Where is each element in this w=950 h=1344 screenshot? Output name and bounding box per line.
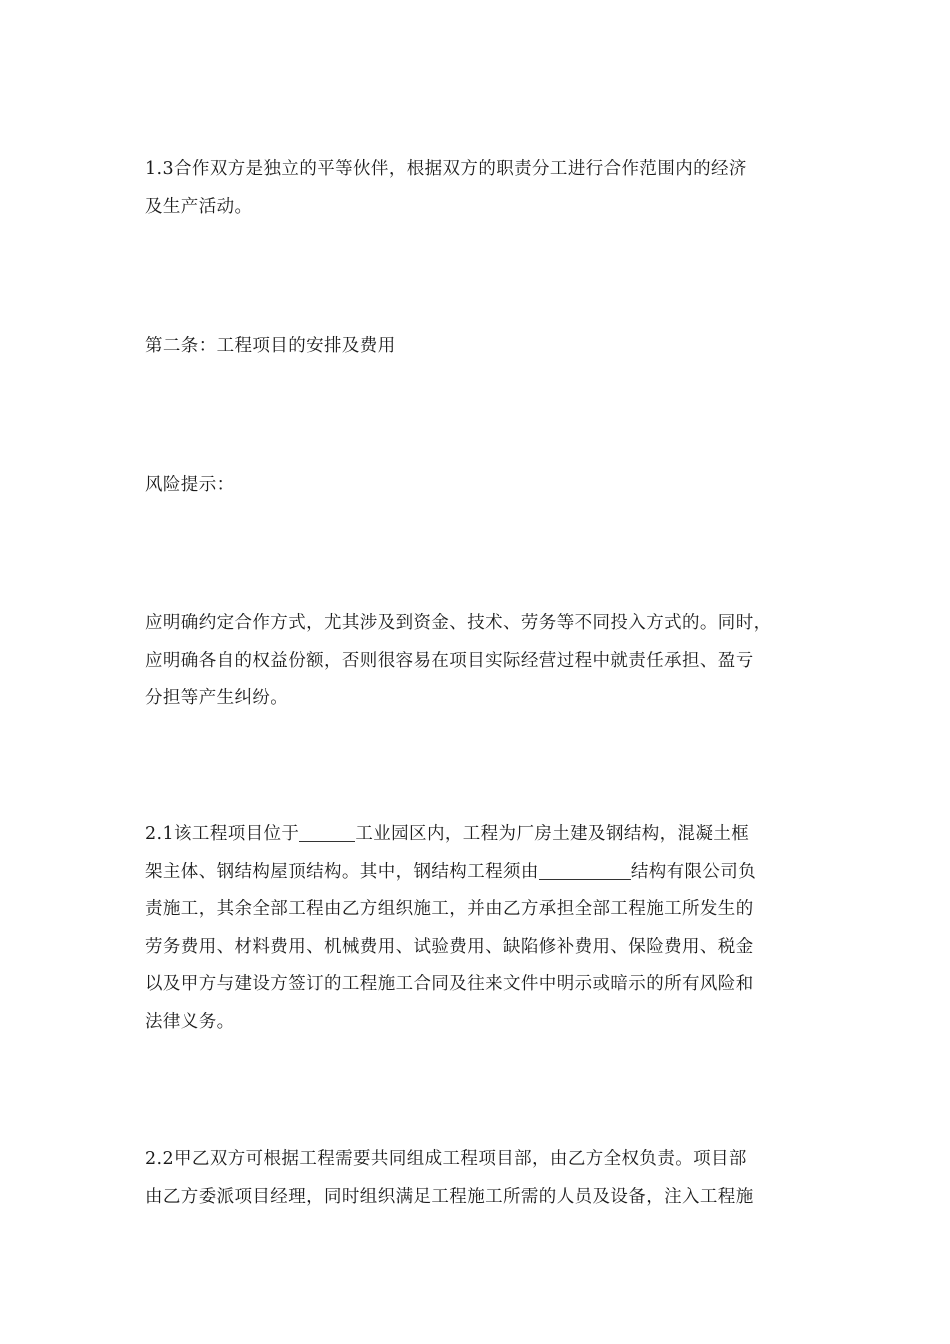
text-line: 2.2甲乙双方可根据工程需要共同组成工程项目部，由乙方全权负责。项目部 (145, 1149, 747, 1169)
text-line (145, 816, 815, 854)
text-line: 分担等产生纠纷。 (145, 688, 289, 708)
text-segment: 工业园区内，工程为厂房土建及钢结构，混凝土框 (355, 824, 750, 844)
text-line: 法律义务。 (145, 1011, 235, 1032)
text-line: 及生产活动。 (145, 196, 253, 217)
text-line: 由乙方委派项目经理，同时组织满足工程施工所需的人员及设备，注入工程施 (145, 1186, 754, 1207)
text-line: 以及甲方与建设方签订的工程施工合同及往来文件中明示或暗示的所有风险和 (145, 974, 754, 994)
text-line: 1.3合作双方是独立的平等伙伴，根据双方的职责分工进行合作范围内的经济 (145, 159, 747, 179)
text-segment: 架主体、钢结构屋顶结构。其中，钢结构工程须由 (145, 861, 539, 882)
location-blank (299, 821, 355, 842)
text-line: 劳务费用、材料费用、机械费用、试验费用、缺陷修补费用、保险费用、税金 (145, 936, 754, 957)
text-line (145, 854, 815, 892)
risk-label (145, 467, 815, 505)
text-line: 责施工，其余全部工程由乙方组织施工，并由乙方承担全部工程施工所发生的 (145, 899, 754, 919)
text-segment: 结构有限公司负 (630, 861, 757, 882)
risk-tip-paragraph (145, 605, 815, 718)
company-blank (539, 859, 631, 880)
heading-text: 第二条：工程项目的安排及费用 (145, 336, 396, 356)
article-2-heading (145, 328, 815, 366)
text-line: 应明确约定合作方式，尤其涉及到资金、技术、劳务等不同投入方式的。同时， (145, 613, 772, 633)
clause-1-3 (145, 151, 815, 226)
text-line: 应明确各自的权益份额，否则很容易在项目实际经营过程中就责任承担、盈亏 (145, 650, 754, 671)
risk-label-text: 风险提示： (145, 475, 235, 495)
clause-2-1 (145, 816, 815, 1041)
clause-2-2 (145, 1141, 815, 1216)
text-segment: 2.1该工程项目位于 (145, 824, 300, 844)
